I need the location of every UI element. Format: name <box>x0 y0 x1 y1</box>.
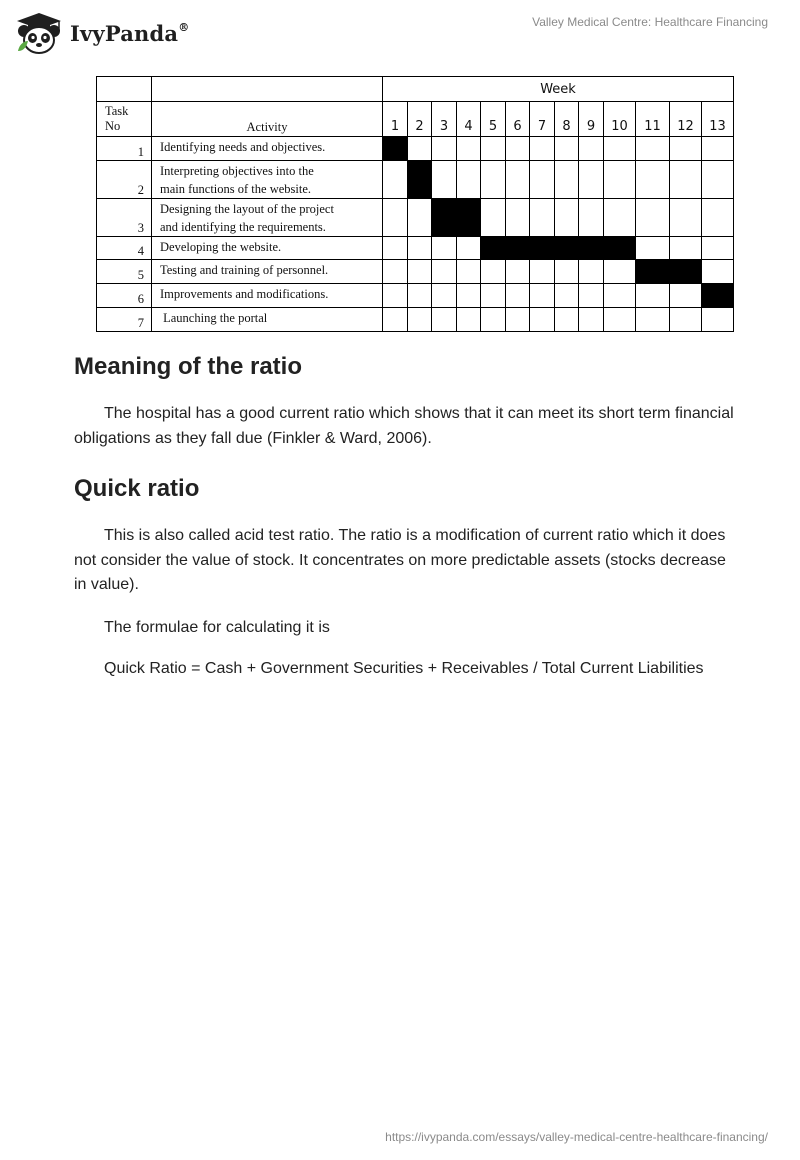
gantt-empty-cell <box>383 260 408 284</box>
activity-header: Activity <box>152 102 383 137</box>
task-number: 2 <box>97 161 152 199</box>
gantt-empty-cell <box>530 284 555 308</box>
gantt-empty-cell <box>670 161 702 199</box>
gantt-empty-cell <box>432 308 457 332</box>
activity-line: Identifying needs and objectives. <box>160 140 326 154</box>
gantt-bar-cell <box>636 260 670 284</box>
task-number: 4 <box>97 237 152 260</box>
task-activity <box>152 260 383 284</box>
week-number-5: 5 <box>481 102 506 137</box>
gantt-bar-cell <box>604 237 636 260</box>
gantt-bar-cell <box>579 237 604 260</box>
task-number: 5 <box>97 260 152 284</box>
gantt-empty-cell <box>604 137 636 161</box>
activity-line: Developing the website. <box>160 240 282 254</box>
gantt-empty-cell <box>579 308 604 332</box>
gantt-task-row <box>97 199 734 237</box>
task-header-line: No <box>105 119 121 133</box>
gantt-empty-cell <box>670 308 702 332</box>
gantt-empty-cell <box>636 308 670 332</box>
gantt-empty-cell <box>636 161 670 199</box>
gantt-empty-cell <box>506 137 530 161</box>
gantt-empty-cell <box>702 199 734 237</box>
gantt-empty-cell <box>702 137 734 161</box>
task-no-header <box>97 102 152 137</box>
task-activity <box>152 237 383 260</box>
gantt-empty-cell <box>481 260 506 284</box>
activity-line: Improvements and modifications. <box>160 287 329 301</box>
gantt-empty-cell <box>670 199 702 237</box>
gantt-empty-cell <box>481 199 506 237</box>
gantt-empty-cell <box>506 308 530 332</box>
gantt-empty-cell <box>383 237 408 260</box>
gantt-bar-cell <box>432 199 457 237</box>
task-activity <box>152 284 383 308</box>
week-number-1: 1 <box>383 102 408 137</box>
gantt-empty-cell <box>555 199 579 237</box>
gantt-empty-cell <box>555 260 579 284</box>
task-activity <box>152 308 383 332</box>
gantt-empty-cell <box>670 237 702 260</box>
gantt-empty-cell <box>555 161 579 199</box>
gantt-bar-cell <box>555 237 579 260</box>
gantt-empty-cell <box>506 199 530 237</box>
activity-line: Interpreting objectives into the <box>160 164 314 178</box>
task-activity <box>152 161 383 199</box>
gantt-empty-cell <box>702 237 734 260</box>
gantt-bar-cell <box>457 199 481 237</box>
gantt-task-row <box>97 308 734 332</box>
gantt-empty-cell <box>457 137 481 161</box>
gantt-column-header-row <box>97 102 734 137</box>
activity-line: Designing the layout of the project <box>160 202 334 216</box>
task-activity <box>152 137 383 161</box>
panda-mascot-icon <box>14 11 64 55</box>
gantt-empty-cell <box>457 308 481 332</box>
gantt-empty-cell <box>408 199 432 237</box>
gantt-empty-cell <box>579 137 604 161</box>
gantt-empty-cell <box>555 137 579 161</box>
gantt-corner-cell <box>97 77 152 102</box>
gantt-empty-cell <box>506 161 530 199</box>
heading-quick-ratio: Quick ratio <box>74 475 200 502</box>
gantt-task-row <box>97 260 734 284</box>
gantt-task-row <box>97 137 734 161</box>
paragraph-quick-ratio: This is also called acid test ratio. The ratio is a modification of current ratio which it does not consider the value of stock. It concentrates on more predictable assets (stocks decrease in value). <box>74 527 726 593</box>
article-content <box>74 350 734 682</box>
gantt-empty-cell <box>408 137 432 161</box>
gantt-empty-cell <box>481 308 506 332</box>
document-title: Valley Medical Centre: Healthcare Financing <box>532 15 768 29</box>
gantt-empty-cell <box>481 137 506 161</box>
gantt-empty-cell <box>457 237 481 260</box>
gantt-empty-cell <box>506 260 530 284</box>
gantt-empty-cell <box>432 161 457 199</box>
task-number: 3 <box>97 199 152 237</box>
gantt-empty-cell <box>702 161 734 199</box>
gantt-empty-cell <box>408 260 432 284</box>
gantt-empty-cell <box>604 308 636 332</box>
registered-mark: ® <box>178 20 190 34</box>
gantt-empty-cell <box>579 199 604 237</box>
gantt-empty-cell <box>481 161 506 199</box>
week-number-3: 3 <box>432 102 457 137</box>
gantt-empty-cell <box>579 161 604 199</box>
task-number: 6 <box>97 284 152 308</box>
week-number-2: 2 <box>408 102 432 137</box>
week-number-6: 6 <box>506 102 530 137</box>
gantt-empty-cell <box>408 308 432 332</box>
gantt-empty-cell <box>457 161 481 199</box>
gantt-empty-cell <box>604 260 636 284</box>
gantt-empty-cell <box>579 260 604 284</box>
gantt-empty-cell <box>383 199 408 237</box>
ivypanda-logo[interactable] <box>14 9 189 57</box>
week-number-9: 9 <box>579 102 604 137</box>
task-header-line: Task <box>105 104 129 118</box>
activity-line: and identifying the requirements. <box>160 220 326 234</box>
gantt-week-header-row <box>97 77 734 102</box>
task-number: 7 <box>97 308 152 332</box>
gantt-bar-cell <box>408 161 432 199</box>
gantt-empty-cell <box>432 237 457 260</box>
paragraph-meaning: The hospital has a good current ratio which shows that it can meet its short term financial obligations as they fall due (Finkler & Ward, 2006). <box>74 405 734 447</box>
gantt-empty-cell <box>408 237 432 260</box>
gantt-empty-cell <box>506 284 530 308</box>
source-url-link[interactable]: https://ivypanda.com/essays/valley-medical-centre-healthcare-financing/ <box>385 1130 768 1144</box>
gantt-empty-cell <box>636 199 670 237</box>
gantt-empty-cell <box>383 161 408 199</box>
gantt-empty-cell <box>702 260 734 284</box>
gantt-task-row <box>97 161 734 199</box>
week-number-8: 8 <box>555 102 579 137</box>
gantt-bar-cell <box>530 237 555 260</box>
gantt-empty-cell <box>457 284 481 308</box>
task-number: 1 <box>97 137 152 161</box>
gantt-empty-cell <box>636 137 670 161</box>
week-number-7: 7 <box>530 102 555 137</box>
heading-meaning-of-ratio: Meaning of the ratio <box>74 353 302 380</box>
gantt-table <box>96 76 734 332</box>
gantt-empty-cell <box>636 237 670 260</box>
week-header: Week <box>383 77 734 102</box>
activity-line: Testing and training of personnel. <box>160 263 329 277</box>
task-activity <box>152 199 383 237</box>
gantt-bar-cell <box>670 260 702 284</box>
gantt-empty-cell <box>555 308 579 332</box>
gantt-empty-cell <box>604 284 636 308</box>
week-number-4: 4 <box>457 102 481 137</box>
week-number-12: 12 <box>670 102 702 137</box>
gantt-empty-cell <box>670 284 702 308</box>
gantt-empty-cell <box>604 199 636 237</box>
week-number-13: 13 <box>702 102 734 137</box>
gantt-empty-cell <box>432 260 457 284</box>
gantt-empty-cell <box>481 284 506 308</box>
gantt-empty-cell <box>636 284 670 308</box>
gantt-empty-cell <box>530 137 555 161</box>
gantt-empty-cell <box>670 137 702 161</box>
gantt-empty-cell <box>457 260 481 284</box>
gantt-empty-cell <box>579 284 604 308</box>
gantt-bar-cell <box>702 284 734 308</box>
gantt-bar-cell <box>383 137 408 161</box>
gantt-bar-cell <box>506 237 530 260</box>
activity-line: Launching the portal <box>160 311 268 325</box>
gantt-empty-cell <box>408 284 432 308</box>
gantt-empty-cell <box>383 308 408 332</box>
gantt-empty-cell <box>530 308 555 332</box>
gantt-task-row <box>97 284 734 308</box>
week-number-11: 11 <box>636 102 670 137</box>
gantt-empty-cell <box>604 161 636 199</box>
gantt-empty-cell <box>383 284 408 308</box>
gantt-empty-cell <box>530 161 555 199</box>
gantt-empty-cell <box>555 284 579 308</box>
gantt-task-row <box>97 237 734 260</box>
activity-line: main functions of the website. <box>160 182 312 196</box>
gantt-empty-cell <box>432 284 457 308</box>
paragraph-formula: Quick Ratio = Cash + Government Securities + Receivables / Total Current Liabilities <box>104 660 704 677</box>
gantt-empty-cell <box>530 199 555 237</box>
gantt-empty-cell <box>432 137 457 161</box>
gantt-corner-cell <box>152 77 383 102</box>
paragraph-formula-intro: The formulae for calculating it is <box>104 618 330 636</box>
gantt-empty-cell <box>530 260 555 284</box>
brand-name: IvyPanda® <box>70 20 190 46</box>
week-number-10: 10 <box>604 102 636 137</box>
gantt-bar-cell <box>481 237 506 260</box>
gantt-empty-cell <box>702 308 734 332</box>
